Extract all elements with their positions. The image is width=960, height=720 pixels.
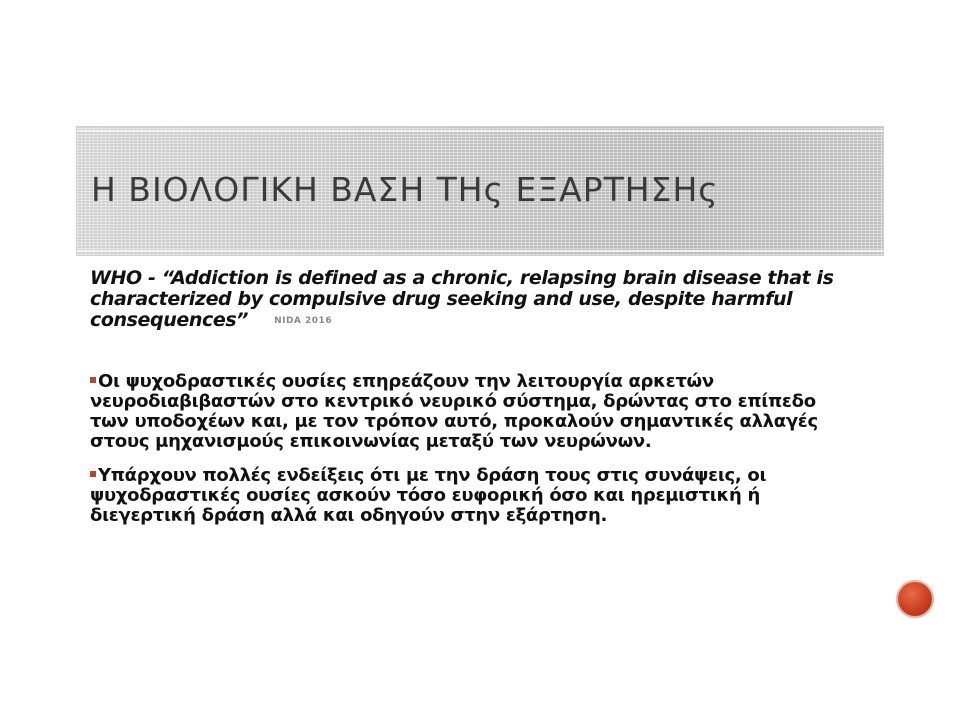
bullet-square-icon <box>90 471 96 477</box>
bullet-2-line-1: Υπάρχουν πολλές ενδείξεις ότι με την δράση τους στις συνάψεις, οι <box>98 465 767 486</box>
quote-line-3: consequences” <box>90 309 249 331</box>
bullet-item <box>90 466 880 526</box>
bullet-1-line-2: νευροδιαβιβαστών στο κεντρικό νευρικό σύστημα, δρώντας στο επίπεδο <box>90 391 816 412</box>
quote-line-2: characterized by compulsive drug seeking and use, despite harmful <box>90 288 793 310</box>
circle-nav-icon[interactable] <box>898 582 932 616</box>
bullet-2-line-3: διεγερτική δράση αλλά και οδηγούν στην εξάρτηση. <box>90 505 608 526</box>
bullet-2-line-2: ψυχοδραστικές ουσίες ασκούν τόσο ευφορική όσο και ηρεμιστική ή <box>90 485 760 506</box>
bullet-1-line-1: Οι ψυχοδραστικές ουσίες επηρεάζουν την λειτουργία αρκετών <box>98 371 714 392</box>
bullet-1-line-3: των υποδοχέων και, με τον τρόπον αυτό, προκαλούν σημαντικές αλλαγές <box>90 411 818 432</box>
bullet-1-line-4: στους μηχανισμούς επικοινωνίας μεταξύ των νευρώνων. <box>90 431 652 452</box>
who-quote <box>90 268 880 332</box>
quote-line-1: WHO - “Addiction is defined as a chronic, relapsing brain disease that is <box>90 267 834 289</box>
bullet-list <box>90 372 880 526</box>
slide-content <box>90 268 880 540</box>
slide-title: Η ΒΙΟΛΟΓΙΚΗ ΒΑΣΗ ΤΗς ΕΞΑΡΤΗΣΗς <box>91 170 719 209</box>
bullet-item <box>90 372 880 452</box>
quote-source: NIDA 2016 <box>274 316 333 326</box>
bullet-square-icon <box>90 377 96 383</box>
